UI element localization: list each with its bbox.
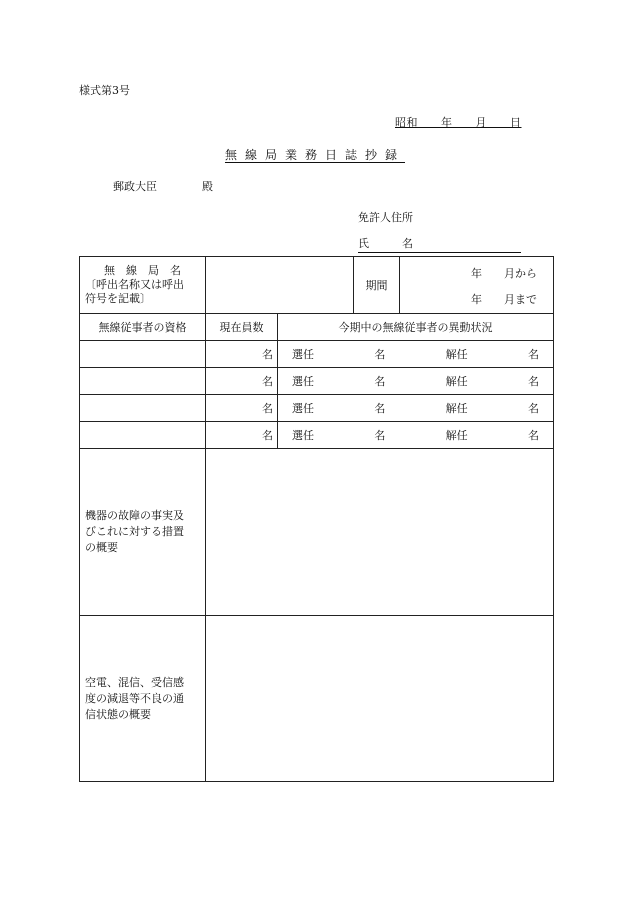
appointed-unit: 名 <box>374 429 386 442</box>
appointed-label: 選任 <box>292 402 314 415</box>
table-row <box>80 422 554 449</box>
qualification-field[interactable] <box>80 422 206 449</box>
communication-label-3: 信状態の概要 <box>85 707 151 721</box>
station-name-label: 無 線 局 名 <box>104 264 181 277</box>
date-line: 昭和 年 月 日 <box>395 116 522 129</box>
addressee <box>113 178 213 194</box>
station-name-field[interactable] <box>206 257 354 314</box>
header-row <box>80 314 554 341</box>
equipment-failure-row <box>80 449 554 616</box>
count-unit[interactable]: 名 <box>206 341 278 368</box>
appointed-label: 選任 <box>292 429 314 442</box>
form-number: 様式第3号 <box>79 84 130 97</box>
station-name-note-2: 符号を記載〕 <box>85 292 151 305</box>
station-row <box>80 257 554 314</box>
table-row <box>80 395 554 422</box>
period-to: 年 月まで <box>471 293 537 306</box>
equipment-failure-label-3: の概要 <box>85 541 118 554</box>
period-label: 期間 <box>354 257 400 314</box>
addressee-name: 郵政大臣 <box>113 180 157 193</box>
appointed-label: 選任 <box>292 348 314 361</box>
equipment-failure-label <box>80 449 206 616</box>
equipment-failure-field[interactable] <box>206 449 554 616</box>
communication-field[interactable] <box>206 616 554 782</box>
table-row <box>80 368 554 395</box>
licensee-address-label: 免許人住所 <box>358 211 413 224</box>
change-status-field[interactable] <box>278 368 554 395</box>
dismissed-label: 解任 <box>445 429 468 442</box>
title-text: 無線局業務日誌抄録 <box>224 148 405 162</box>
count-unit[interactable]: 名 <box>206 395 278 422</box>
change-status-field[interactable] <box>278 395 554 422</box>
communication-label <box>80 616 206 782</box>
document-title <box>0 146 630 163</box>
station-name-note-1: 〔呼出名称又は呼出 <box>85 278 184 291</box>
equipment-failure-label-1: 機器の故障の事実及 <box>85 509 184 522</box>
change-status-field[interactable] <box>278 341 554 368</box>
qualification-field[interactable] <box>80 341 206 368</box>
dismissed-unit: 名 <box>527 348 539 361</box>
station-log-table <box>79 256 554 782</box>
period-from: 年 月から <box>471 267 537 280</box>
equipment-failure-label-2: びこれに対する措置 <box>85 525 184 538</box>
communication-label-2: 度の減退等不良の通 <box>85 691 184 705</box>
change-status-field[interactable] <box>278 422 554 449</box>
count-unit[interactable]: 名 <box>206 368 278 395</box>
station-name-label-cell <box>80 257 206 314</box>
appointed-unit: 名 <box>374 348 386 361</box>
count-header: 現在員数 <box>206 314 278 341</box>
dismissed-unit: 名 <box>527 375 539 388</box>
dismissed-unit: 名 <box>527 402 539 415</box>
communication-label-1: 空電、混信、受信感 <box>85 675 184 689</box>
change-status-header: 今期中の無線従事者の異動状況 <box>278 314 554 341</box>
appointed-label: 選任 <box>292 375 314 388</box>
qualification-field[interactable] <box>80 395 206 422</box>
appointed-unit: 名 <box>374 375 386 388</box>
dismissed-unit: 名 <box>527 429 539 442</box>
dismissed-label: 解任 <box>445 375 468 388</box>
addressee-suffix: 殿 <box>202 180 213 193</box>
qualification-field[interactable] <box>80 368 206 395</box>
table-row <box>80 341 554 368</box>
dismissed-label: 解任 <box>445 348 468 361</box>
dismissed-label: 解任 <box>445 402 468 415</box>
period-field[interactable] <box>400 257 554 314</box>
licensee-name-label: 氏 名 <box>358 235 521 253</box>
count-unit[interactable]: 名 <box>206 422 278 449</box>
appointed-unit: 名 <box>374 402 386 415</box>
communication-row <box>80 616 554 782</box>
qualification-header: 無線従事者の資格 <box>80 314 206 341</box>
